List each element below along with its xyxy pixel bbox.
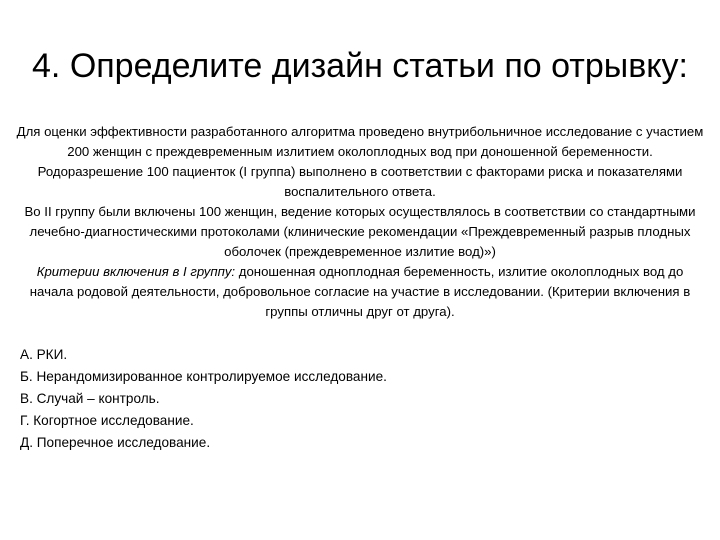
excerpt-paragraph-3 [14, 262, 706, 322]
excerpt-paragraph-2: Во II группу были включены 100 женщин, ведение которых осуществлялось в соответствии со стандартными лечебно-диагностическими протоколами (клинические рекомендации «Преждевременный разрыв плодных оболочек (преждевременное излитие вод)») [24, 204, 696, 259]
answer-option-d[interactable]: Г. Когортное исследование. [20, 413, 194, 428]
answer-option-e[interactable]: Д. Поперечное исследование. [20, 435, 211, 450]
answer-option-c[interactable]: В. Случай – контроль. [20, 391, 160, 406]
slide-title: 4. Определите дизайн статьи по отрывку: [32, 47, 688, 85]
criteria-label: Критерии включения в I группу: [36, 264, 236, 279]
criteria-text: доношенная одноплодная беременность, излитие околоплодных вод до начала родовой деятельности, добровольное согласие на участие в исследовании. (Критерии включения в группы отличны друг от друга). [29, 264, 691, 319]
answer-option-a[interactable]: А. РКИ. [20, 347, 68, 362]
answer-options [20, 344, 387, 454]
answer-option-b[interactable]: Б. Нерандомизированное контролируемое исследование. [20, 369, 387, 384]
excerpt-paragraph-1: Для оценки эффективности разработанного алгоритма проведено внутрибольничное исследование с участием 200 женщин с преждевременным излитием околоплодных вод при доношенной беременности. Родоразрешение 100 пациенток (I группа) выполнено в соответствии с факторами риска и показателями воспалительного ответа. [16, 124, 704, 199]
